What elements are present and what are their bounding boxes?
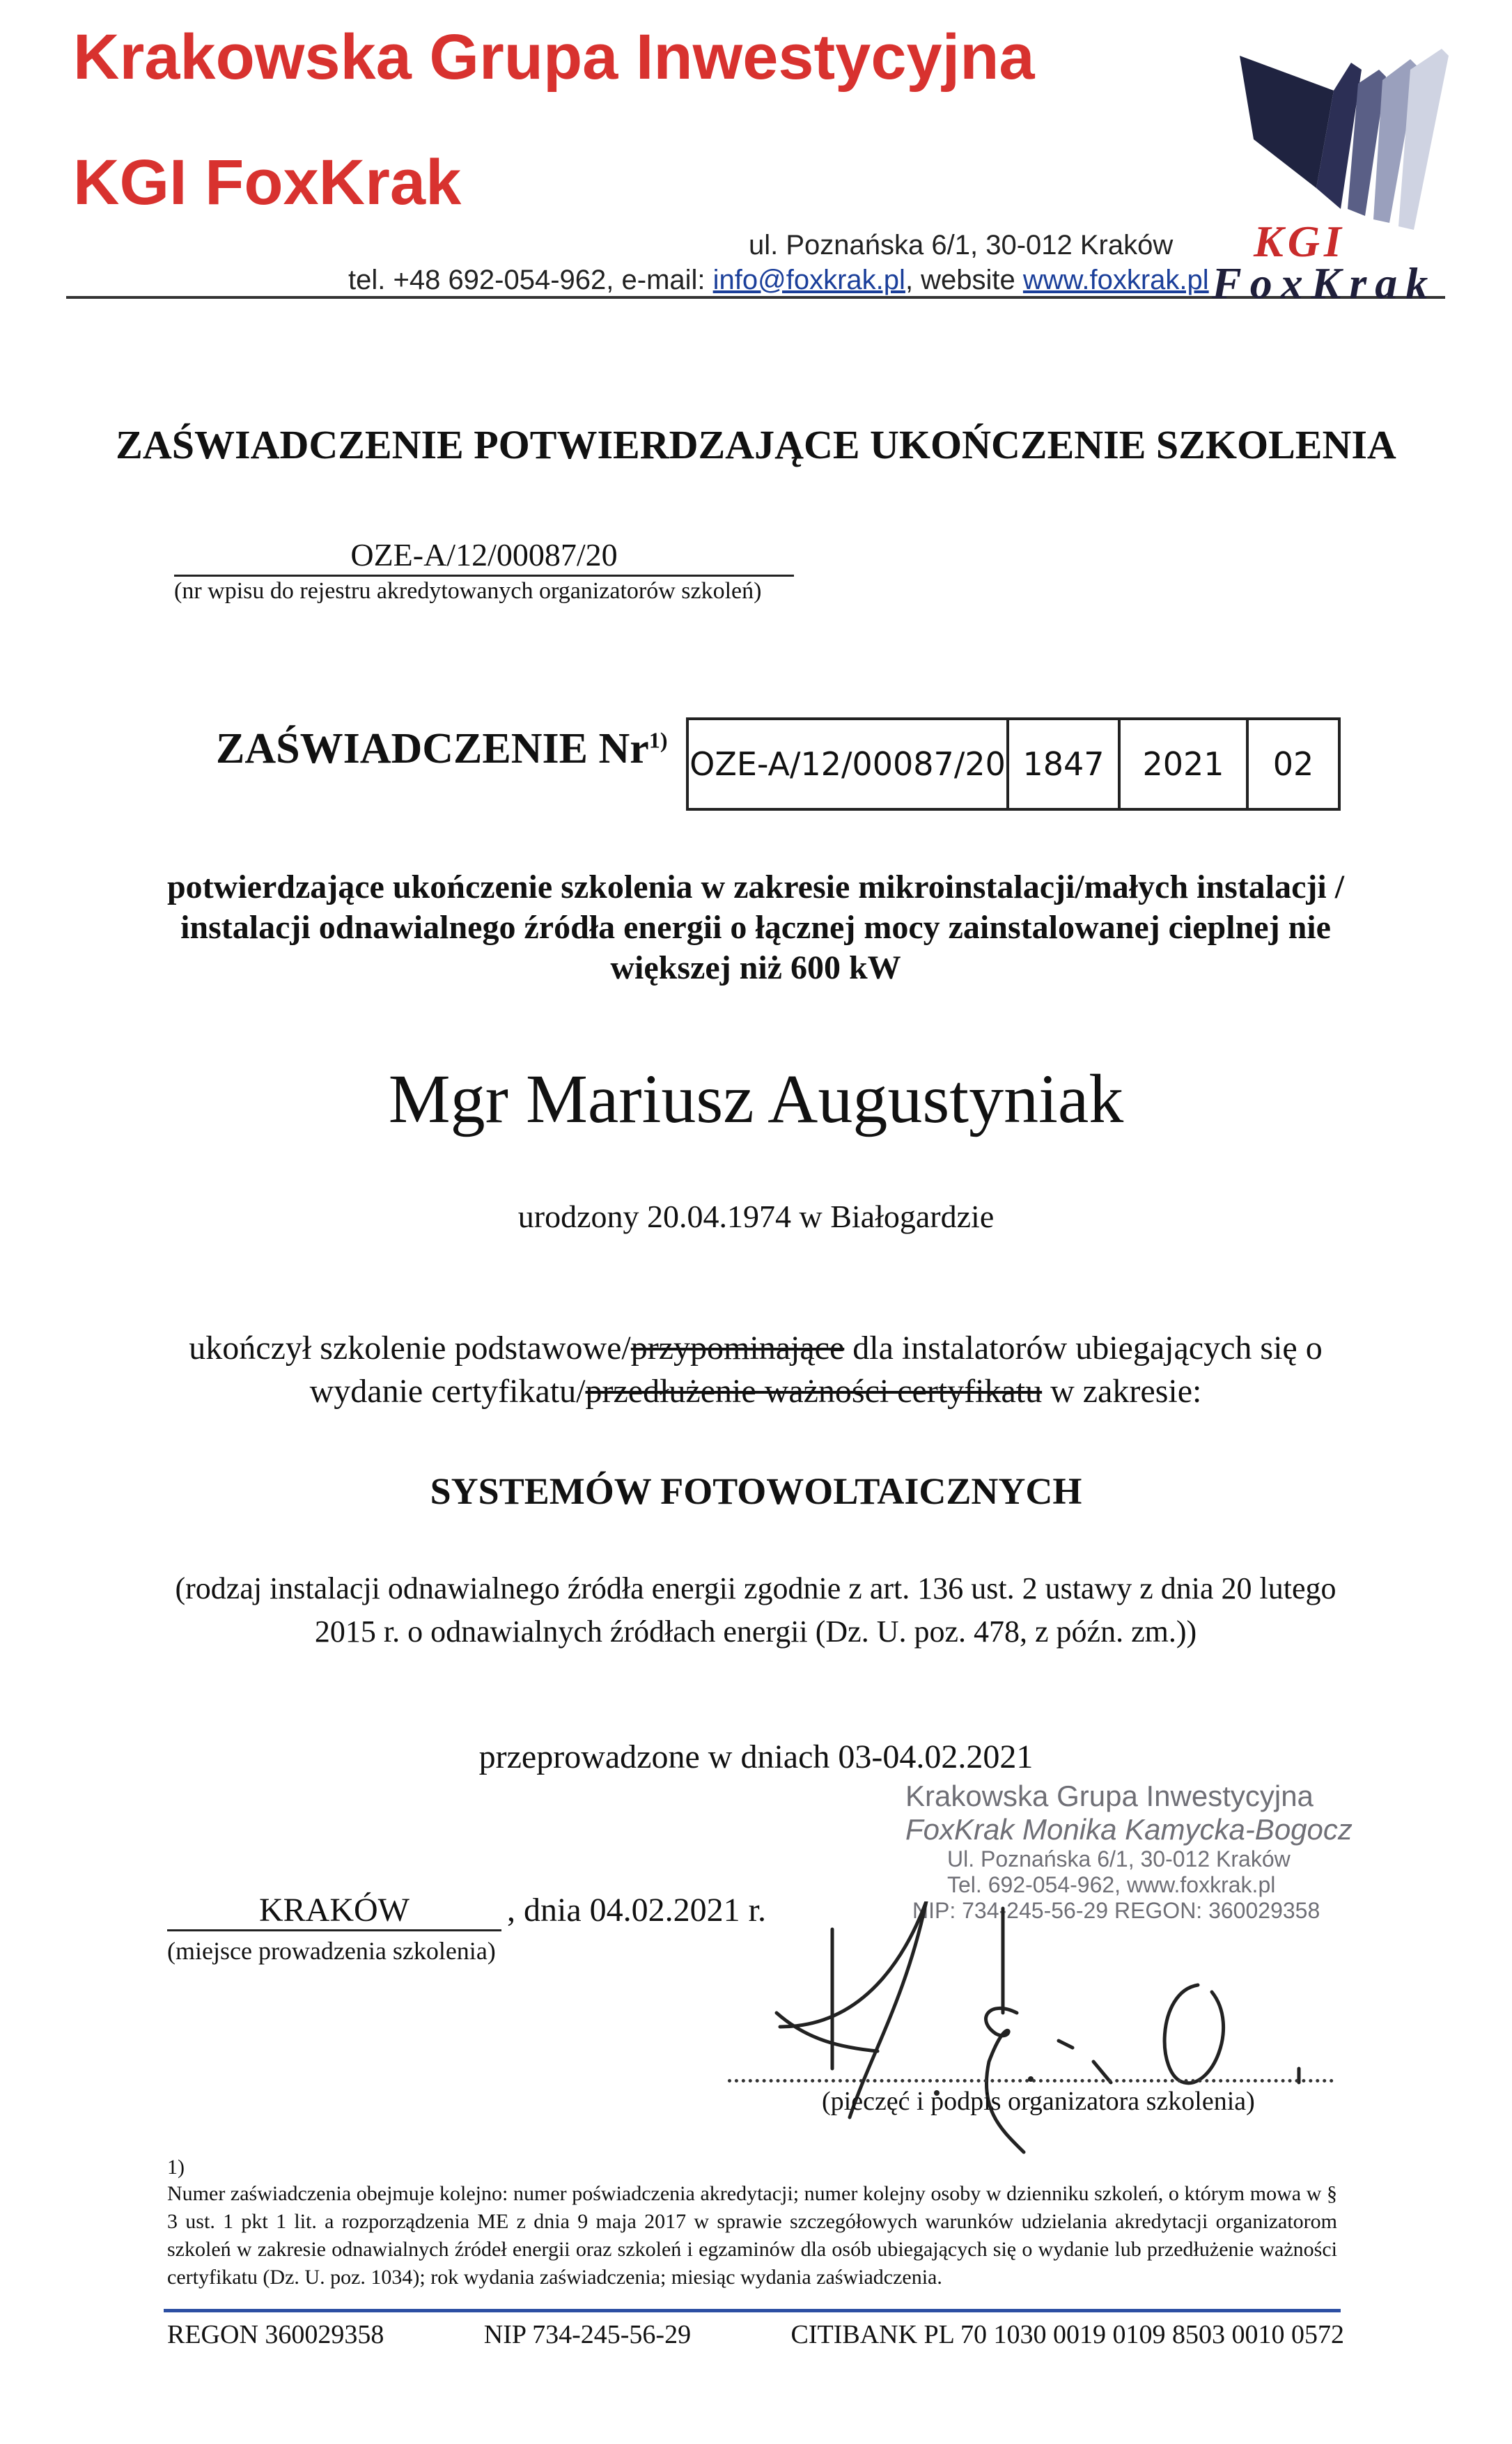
certificate-cell-accreditation: OZE-A/12/00087/20 [689,720,1009,808]
org-name: Krakowska Grupa Inwestycyjna [73,22,1035,93]
registry-caption: (nr wpisu do rejestru akredytowanych organizatorów szkoleń) [174,578,762,604]
place-caption: (miejsce prowadzenia szkolenia) [167,1937,496,1965]
training-place: KRAKÓW [167,1891,501,1931]
completion-part-3: w zakresie: [1042,1373,1202,1410]
logo-text-kgi: KGI [1254,217,1346,266]
completion-part-1: ukończył szkolenie podstawowe/ [189,1330,631,1367]
document-title: ZAŚWIADCZENIE POTWIERDZAJĄCE UKOŃCZENIE SZKOLENIA [116,422,1396,467]
footnote-number: 1) [167,2156,185,2179]
stamp-line-4: Tel. 692-054-962, www.foxkrak.pl [947,1872,1276,1897]
org-short-name: KGI FoxKrak [73,147,462,218]
issue-date: , dnia 04.02.2021 r. [507,1892,766,1929]
logo-text-foxkrak: FoxKrak [1212,258,1437,308]
certificate-cell-year: 2021 [1121,720,1249,808]
certificate-label-text: ZAŚWIADCZENIE Nr [216,725,649,772]
footer-regon: REGON 360029358 [167,2320,384,2349]
certificate-cell-person-no: 1847 [1009,720,1121,808]
website-link[interactable]: www.foxkrak.pl [1022,265,1209,295]
completion-struck-2: przedłużenie ważności certyfikatu [585,1373,1043,1410]
person-birth: urodzony 20.04.1974 w Białogardzie [517,1199,995,1234]
legal-basis: (rodzaj instalacji odnawialnego źródła energii zgodnie z art. 136 ust. 2 ustawy z dnia 20 lutego 2015 r. o odnawialnych źródłach energii (Dz. U. poz. 478, z późn. zm.)) [175,1571,1336,1649]
email-link[interactable]: info@foxkrak.pl [712,265,905,295]
certificate-cell-month: 02 [1272,745,1314,783]
completion-statement [160,1327,1351,1413]
completion-part-2: dla instalatorów ubiegających się o wydanie certyfikatu/ [309,1330,1323,1410]
org-address: ul. Poznańska 6/1, 30-012 Kraków [749,230,1174,260]
signature-caption: (pieczęć i podpis organizatora szkolenia) [822,2087,1255,2116]
footnote-ref: 1) [648,727,668,753]
footer [167,2319,1344,2350]
completion-struck-1: przypominające [630,1330,845,1367]
stamp-line-5: NIP: 734-245-56-29 REGON: 360029358 [912,1898,1320,1923]
person-name: Mgr Mariusz Augustyniak [388,1060,1124,1137]
signature-line [728,2079,1334,2083]
certificate-number-box [686,717,1341,811]
training-dates: przeprowadzone w dniach 03-04.02.2021 [478,1738,1034,1775]
contact-prefix: tel. +48 692-054-962, e-mail: [348,265,713,295]
registry-number: OZE-A/12/00087/20 [174,536,794,577]
training-scope: SYSTEMÓW FOTOWOLTAICZNYCH [430,1470,1082,1512]
stamp-line-1: Krakowska Grupa Inwestycyjna [905,1780,1314,1812]
footer-bank-account: CITIBANK PL 70 1030 0019 0109 8503 0010 0572 [790,2320,1344,2349]
handwritten-signature [766,1901,1337,2194]
footnote-text: Numer zaświadczenia obejmuje kolejno: numer poświadczenia akredytacji; numer kolejny osoby w dzienniku szkoleń, o którym mowa w § 3 ust. 1 pkt 1 lit. a rozporządzenia ME z dnia 9 maja 2017 w sprawie szczegółowych warunków udzielania akredytacji organizatorom szkoleń w zakresie odnawialnych źródeł energii oraz szkoleń i egzaminów dla osób ubiegających się o wydanie lub przedłużenie ważności certyfikatu (Dz. U. poz. 1034); rok wydania zaświadczenia; miesiąc wydania zaświadczenia. [167,2182,1337,2289]
stamp-line-3: Ul. Poznańska 6/1, 30-012 Kraków [947,1846,1291,1871]
footer-divider [164,2309,1341,2312]
stamp-line-2: FoxKrak Monika Kamycka-Bogocz [905,1813,1353,1846]
certificate-purpose: potwierdzające ukończenie szkolenia w zakresie mikroinstalacji/małych instalacji / instalacji odnawialnego źródła energii o łącznej mocy zainstalowanej cieplnej nie większej niż 600 kW [166,869,1345,986]
contact-mid: , website [905,265,1023,295]
certificate-label [216,724,667,774]
footer-nip: NIP 734-245-56-29 [483,2320,692,2349]
org-contact [348,265,1209,296]
